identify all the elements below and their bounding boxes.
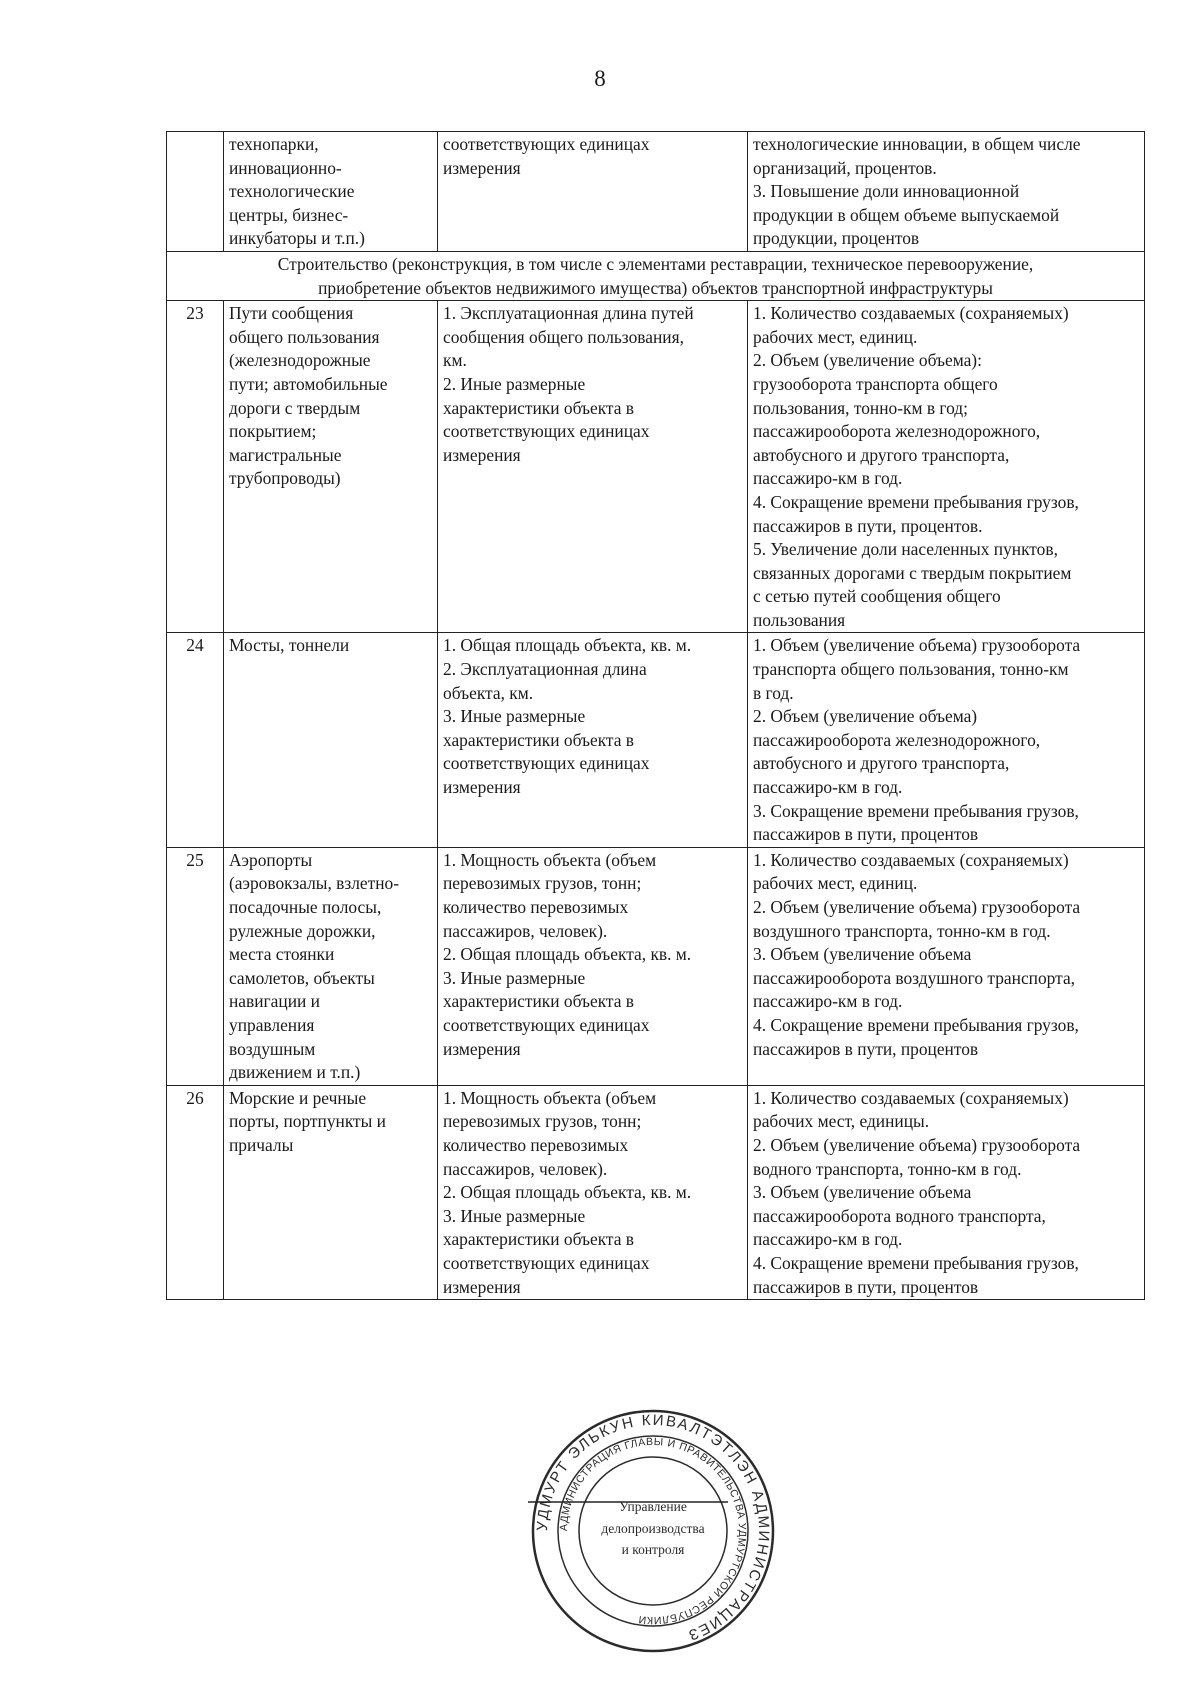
section-header xyxy=(167,251,1145,300)
cell-line: характеристики объекта в xyxy=(443,1229,634,1250)
table-row xyxy=(167,301,1145,633)
cell-line: причалы xyxy=(229,1134,294,1155)
cell-line: транспорта общего пользования, тонно-км xyxy=(753,659,1069,680)
cell-line: характеристики объекта в xyxy=(443,991,634,1012)
cell-line: пассажиров в пути, процентов xyxy=(753,1276,979,1297)
cell-line: 3. Сокращение времени пребывания грузов, xyxy=(753,800,1079,821)
cell-line: 2. Объем (увеличение объема) xyxy=(753,706,978,727)
cell-line: водного транспорта, тонно-км в год. xyxy=(753,1158,1022,1179)
cell-line: сообщения общего пользования, xyxy=(443,326,684,347)
cell-line: характеристики объекта в xyxy=(443,729,634,750)
row-number: 24 xyxy=(167,633,224,847)
cell-line: Морские и речные xyxy=(229,1087,367,1108)
cell-line: воздушного транспорта, тонно-км в год. xyxy=(753,920,1051,941)
cell-line: навигации и xyxy=(229,991,320,1012)
cell-line: количество перевозимых xyxy=(443,897,629,917)
cell-line: пассажиров, человек). xyxy=(443,1158,608,1179)
cell-line: соответствующих единицах xyxy=(443,421,650,442)
official-stamp xyxy=(528,1406,778,1656)
cell-line: центры, бизнес- xyxy=(229,204,349,225)
cell-line: измерения xyxy=(443,777,521,798)
cell-line: 2. Общая площадь объекта, кв. м. xyxy=(443,944,692,965)
page-number: 8 xyxy=(594,66,606,91)
cell-line: рабочих мест, единицы. xyxy=(753,1111,930,1132)
row-number: 25 xyxy=(167,847,224,1085)
cell-line: характеристики объекта в xyxy=(443,397,634,418)
cell-line: пассажирооборота воздушного транспорта, xyxy=(753,967,1076,988)
characteristics-cell xyxy=(438,847,748,1085)
object-cell xyxy=(224,301,438,633)
cell-line: автобусного и другого транспорта, xyxy=(753,444,1010,465)
cell-line: инновационно- xyxy=(229,157,342,178)
cell-line: 3. Объем (увеличение объема xyxy=(753,1182,972,1203)
cell-line: самолетов, объекты xyxy=(229,967,375,988)
table-row xyxy=(167,633,1145,847)
stamp-center-line: и контроля xyxy=(621,1542,685,1557)
cell-line: 4. Сокращение времени пребывания грузов, xyxy=(753,1014,1079,1035)
cell-line: автобусного и другого транспорта, xyxy=(753,753,1010,774)
cell-line: инкубаторы и т.п.) xyxy=(229,228,365,249)
object-cell xyxy=(224,132,438,252)
cell-line: продукции, процентов xyxy=(753,228,920,249)
cell-line: пассажиро-км в год. xyxy=(753,777,903,798)
cell-line: рабочих мест, единиц. xyxy=(753,326,918,347)
cell-line: 5. Увеличение доли населенных пунктов, xyxy=(753,539,1058,560)
cell-line: 3. Иные размерные xyxy=(443,1205,586,1226)
cell-line: 1. Мощность объекта (объем xyxy=(443,1087,657,1108)
indicators-cell xyxy=(748,633,1145,847)
cell-line: с сетью путей сообщения общего xyxy=(753,586,1001,607)
cell-line: продукции в общем объеме выпускаемой xyxy=(753,204,1060,225)
cell-line: (железнодорожные xyxy=(229,350,371,371)
cell-line: соответствующих единицах xyxy=(443,753,650,774)
characteristics-cell xyxy=(438,301,748,633)
cell-line: 1. Количество создаваемых (сохраняемых) xyxy=(753,849,1069,870)
characteristics-cell xyxy=(438,132,748,252)
row-number xyxy=(167,132,224,252)
cell-line: воздушным xyxy=(229,1038,316,1059)
cell-line: 2. Общая площадь объекта, кв. м. xyxy=(443,1182,692,1203)
cell-line: 3. Объем (увеличение объема xyxy=(753,944,972,965)
cell-line: дороги с твердым xyxy=(229,397,361,418)
cell-line: Мосты, тоннели xyxy=(229,635,350,656)
cell-line: грузооборота транспорта общего xyxy=(753,373,998,394)
cell-line: измерения xyxy=(443,1038,521,1059)
row-number: 23 xyxy=(167,301,224,633)
cell-line: соответствующих единицах xyxy=(443,134,650,154)
cell-line: соответствующих единицах xyxy=(443,1252,650,1273)
cell-line: 1. Эксплуатационная длина путей xyxy=(443,303,694,324)
row-number: 26 xyxy=(167,1085,224,1299)
object-cell xyxy=(224,1085,438,1299)
cell-line: пассажиров в пути, процентов xyxy=(753,1038,979,1059)
cell-line: технологические xyxy=(229,181,355,202)
cell-line: Строительство (реконструкция, в том числе с элементами реставрации, техническое перевооружение, xyxy=(277,253,1034,274)
cell-line: пассажиро-км в год. xyxy=(753,991,903,1012)
cell-line: общего пользования xyxy=(229,326,380,347)
characteristics-cell xyxy=(438,1085,748,1299)
cell-line: пассажирооборота железнодорожного, xyxy=(753,729,1041,750)
characteristics-cell xyxy=(438,633,748,847)
table-row-continuation xyxy=(167,132,1145,252)
cell-line: 2. Эксплуатационная длина xyxy=(443,659,647,680)
stamp-outer-ring-text: УДМУРТ ЭЛЬКУН КИВАЛТЭТЛЭН АДМИНИСТРАЦИЕЗ xyxy=(533,1411,773,1645)
cell-line: (аэровокзалы, взлетно- xyxy=(229,873,400,894)
cell-line: магистральные xyxy=(229,444,342,465)
cell-line: пути; автомобильные xyxy=(229,373,388,394)
indicators-cell xyxy=(748,301,1145,633)
cell-line: 2. Иные размерные xyxy=(443,373,586,394)
cell-line: организаций, процентов. xyxy=(753,157,937,178)
cell-line: 1. Общая площадь объекта, кв. м. xyxy=(443,635,692,656)
document-table xyxy=(166,131,1145,1300)
stamp-center-line: делопроизводства xyxy=(601,1521,705,1536)
cell-line: Аэропорты xyxy=(229,849,313,870)
stamp-middle-ring-text: АДМИНИСТРАЦИЯ ГЛАВЫ И ПРАВИТЕЛЬСТВА УДМУРТСКОЙ РЕСПУБЛИКИ xyxy=(557,1435,749,1627)
cell-line: измерения xyxy=(443,157,521,178)
cell-line: 2. Объем (увеличение объема): xyxy=(753,350,982,371)
cell-line: 3. Иные размерные xyxy=(443,967,586,988)
table-row xyxy=(167,1085,1145,1299)
cell-line: пассажиров в пути, процентов. xyxy=(753,515,983,536)
cell-line: покрытием; xyxy=(229,421,317,442)
cell-line: 1. Объем (увеличение объема) грузооборота xyxy=(753,635,1081,656)
cell-line: перевозимых грузов, тонн; xyxy=(443,1111,642,1132)
cell-line: пользования, тонно-км в год; xyxy=(753,397,968,418)
cell-line: технопарки, xyxy=(229,134,319,154)
cell-line: связанных дорогами с твердым покрытием xyxy=(753,562,1072,583)
cell-line: 3. Повышение доли инновационной xyxy=(753,181,1020,202)
cell-line: пассажирооборота железнодорожного, xyxy=(753,421,1041,442)
cell-line: пассажиро-км в год. xyxy=(753,1229,903,1250)
cell-line: измерения xyxy=(443,1276,521,1297)
cell-line: количество перевозимых xyxy=(443,1134,629,1155)
cell-line: 1. Количество создаваемых (сохраняемых) xyxy=(753,303,1069,324)
indicators-cell xyxy=(748,132,1145,252)
cell-line: технологические инновации, в общем числе xyxy=(753,134,1081,154)
object-cell xyxy=(224,633,438,847)
cell-line: 1. Мощность объекта (объем xyxy=(443,849,657,870)
cell-line: посадочные полосы, xyxy=(229,897,382,917)
cell-line: движением и т.п.) xyxy=(229,1062,361,1083)
cell-line: соответствующих единицах xyxy=(443,1014,650,1035)
cell-line: пассажиров, человек). xyxy=(443,920,608,941)
indicators-cell xyxy=(748,847,1145,1085)
cell-line: 2. Объем (увеличение объема) грузооборота xyxy=(753,897,1081,917)
cell-line: места стоянки xyxy=(229,944,335,965)
cell-line: пассажиров в пути, процентов xyxy=(753,824,979,845)
cell-line: измерения xyxy=(443,444,521,465)
cell-line: Пути сообщения xyxy=(229,303,354,324)
indicators-cell xyxy=(748,1085,1145,1299)
cell-line: пассажирооборота водного транспорта, xyxy=(753,1205,1046,1226)
object-cell xyxy=(224,847,438,1085)
cell-line: приобретение объектов недвижимого имущества) объектов транспортной инфраструктуры xyxy=(318,277,993,298)
section-header-row xyxy=(167,251,1145,300)
cell-line: порты, портпункты и xyxy=(229,1111,386,1132)
cell-line: 3. Иные размерные xyxy=(443,706,586,727)
cell-line: 4. Сокращение времени пребывания грузов, xyxy=(753,491,1079,512)
table-row xyxy=(167,847,1145,1085)
cell-line: 2. Объем (увеличение объема) грузооборота xyxy=(753,1134,1081,1155)
stamp-center-line: Управление xyxy=(619,1499,687,1514)
cell-line: пассажиро-км в год. xyxy=(753,468,903,489)
cell-line: в год. xyxy=(753,682,794,703)
cell-line: пользования xyxy=(753,609,846,630)
cell-line: перевозимых грузов, тонн; xyxy=(443,873,642,894)
cell-line: рулежные дорожки, xyxy=(229,920,376,941)
cell-line: рабочих мест, единиц. xyxy=(753,873,918,894)
cell-line: трубопроводы) xyxy=(229,468,341,489)
cell-line: 4. Сокращение времени пребывания грузов, xyxy=(753,1252,1079,1273)
cell-line: 1. Количество создаваемых (сохраняемых) xyxy=(753,1087,1069,1108)
cell-line: объекта, км. xyxy=(443,682,534,703)
cell-line: км. xyxy=(443,350,467,371)
cell-line: управления xyxy=(229,1014,315,1035)
